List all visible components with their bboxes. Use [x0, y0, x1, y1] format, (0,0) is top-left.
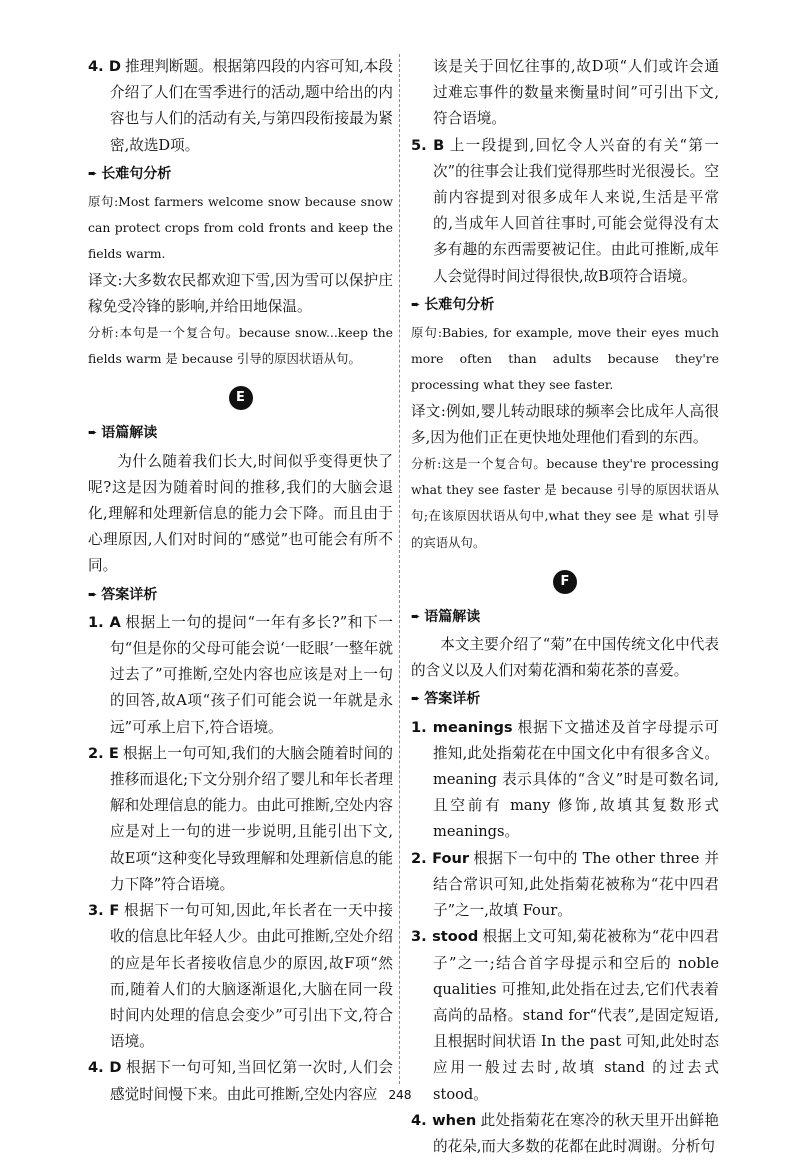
original-sentence: 原句:Most farmers welcome snow because snow can protect crops from cold fronts and keep the fields warm. [88, 194, 393, 262]
answer-item: 3. F 根据下一句可知,因此,年长者在一天中接收的信息比年轻人少。由此可推断,空处介绍的应是年长者接收信息少的原因,故F项“然而,随着人们的大脑逐渐退化,大脑在同一段时间内处理的信息会变少”可引出下文,符合语境。 [88, 902, 394, 1051]
arrow-icon: ➨ [411, 297, 421, 311]
arrow-icon: ➨ [88, 426, 98, 440]
answer-item: 4. D 根据下一句可知,当回忆第一次时,人们会感觉时间慢下来。由此可推断,空处内容应 [88, 1059, 393, 1103]
answer-item: 4. when 此处指菊花在寒冷的秋天里开出鲜艳的花朵,而大多数的花都在此时凋谢。分析句 [411, 1111, 719, 1155]
answer-item: 4. D 推理判断题。根据第四段的内容可知,本段介绍了人们在雪季进行的活动,题中给出的内容也与人们的活动有关,与第四段衔接最为紧密,故选D项。 [88, 58, 393, 154]
column-divider [399, 54, 400, 1084]
passage-summary: 本文主要介绍了“菊”在中国传统文化中代表的含义以及人们对菊花酒和菊花茶的喜爱。 [411, 636, 719, 680]
analysis: 分析:本句是一个复合句。because snow...keep the fields warm 是 because 引导的原因状语从句。 [88, 325, 393, 367]
section-heading: ➨ 语篇解读 [88, 420, 393, 446]
right-column [411, 54, 719, 1160]
section-badge: E [229, 386, 253, 410]
left-column [88, 54, 393, 1108]
continued-text: 该是关于回忆往事的,故D项“人们或许会通过难忘事件的数量来衡量时间”可引出下文,符合语境。 [433, 58, 719, 128]
answer-item: 2. E 根据上一句可知,我们的大脑会随着时间的推移而退化;下文分别介绍了婴儿和年长者理解和处理信息的能力。由此可推断,空处内容应是对上一句的进一步说明,且能引出下文,故E项“这种变化导致理解和处理新信息的能力下降”符合语境。 [88, 744, 394, 893]
passage-summary: 为什么随着我们长大,时间似乎变得更快了呢?这是因为随着时间的推移,我们的大脑会退化,理解和处理新信息的能力会下降。而且由于心理原因,人们对时间的“感觉”也可能会有所不同。 [88, 452, 393, 575]
arrow-icon: ➨ [411, 692, 421, 706]
translation: 译文:例如,婴儿转动眼球的频率会比成年人高很多,因为他们正在更快地处理他们看到的东西。 [411, 402, 719, 446]
section-badge: F [553, 570, 577, 594]
section-heading: ➨ 答案详析 [411, 686, 719, 712]
answer-item: 5. B 上一段提到,回忆令人兴奋的有关“第一次”的往事会让我们觉得那些时光很漫长。空前内容提到对很多成年人来说,生活是平常的,当成年人回首往事时,可能会觉得没有太多有趣的东西需要被记住。由此可推断,成年人会觉得时间过得很快,故B项符合语境。 [411, 136, 719, 285]
page-number: 248 [388, 1088, 412, 1102]
arrow-icon: ➨ [411, 609, 421, 623]
section-heading: ➨ 答案详析 [88, 582, 393, 608]
section-heading: ➨ 语篇解读 [411, 604, 719, 630]
section-heading: ➨ 长难句分析 [411, 292, 719, 318]
arrow-icon: ➨ [88, 587, 98, 601]
translation: 译文:大多数农民都欢迎下雪,因为雪可以保护庄稼免受冷锋的影响,并给田地保温。 [88, 271, 393, 315]
answer-item: 2. Four 根据下一句中的 The other three 并结合常识可知,此处指菊花被称为“花中四君子”之一,故填 Four。 [411, 849, 719, 920]
analysis: 分析:这是一个复合句。because they're processing what they see faster 是 because 引导的原因状语从句;在该原因状语从句中,what they see 是 what 引导的宾语从句。 [411, 456, 719, 550]
section-heading: ➨ 长难句分析 [88, 161, 393, 187]
original-sentence: 原句:Babies, for example, move their eyes much more often than adults because they're processing what they see faster. [411, 325, 719, 393]
answer-item: 3. stood 根据上文可知,菊花被称为“花中四君子”之一;结合首字母提示和空后的 noble qualities 可推知,此处指在过去,它们代表着高尚的品格。stand for“代表”,是固定短语,且根据时间状语 In the past 可知,此处时态应用一般过去时,故填 stand 的过去式 stood。 [411, 928, 719, 1103]
arrow-icon: ➨ [88, 166, 98, 180]
answer-item: 1. meanings 根据下文描述及首字母提示可推知,此处指菊花在中国文化中有很多含义。meaning 表示具体的“含义”时是可数名词,且空前有 many 修饰,故填其复数形式 meanings。 [411, 718, 719, 841]
answer-item: 1. A 根据上一句的提问“一年有多长?”和下一句“但是你的父母可能会说‘一眨眼’一整年就过去了”可推断,空处内容也应该是对上一句的回答,故A项“孩子们可能会说一年就是永远”可承上启下,符合语境。 [88, 613, 394, 736]
